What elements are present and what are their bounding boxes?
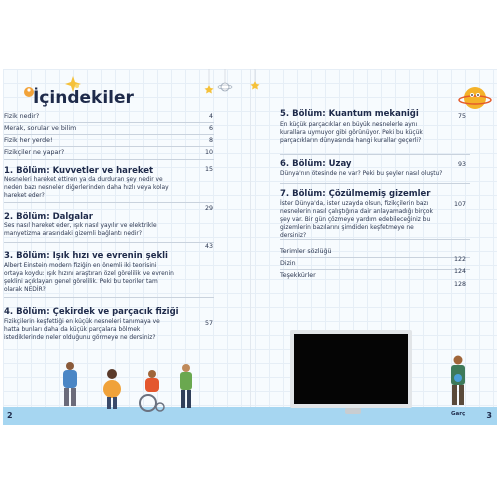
divider (4, 297, 214, 298)
divider (4, 146, 214, 147)
toc-entry-page: 10 (204, 149, 213, 156)
person-illustration (58, 360, 82, 410)
toc-entry-page: 6 (208, 125, 213, 132)
wheelchair-person-illustration (136, 369, 168, 413)
divider (4, 159, 214, 160)
chapter-page: 15 (204, 166, 213, 173)
chapter-heading: 2. Bölüm: Dalgalar (4, 212, 93, 222)
divider (280, 154, 470, 155)
chapter-description: İster Dünya'da, ister uzayda olsun, fizikçilerin bazı nesnelerin nasıl çalıştığına dair anlayamadığı birçok şey var. Bir gün çözmeye yardım edebileceğiniz bu gizemlerin bazılarını şimdiden keşfetmeye ne dersiniz? (280, 201, 433, 239)
toc-entry-label: Merak, sorular ve bilim (4, 125, 77, 132)
divider (280, 239, 470, 240)
chapter-heading: 6. Bölüm: Uzay (280, 159, 352, 169)
toc-entry-label: Fizikçiler ne yapar? (4, 149, 65, 156)
person-illustration (176, 363, 196, 411)
chapter-page: 57 (204, 320, 213, 327)
divider (4, 242, 214, 243)
back-matter-label: Terimler sözlüğü (280, 248, 332, 255)
hanging-stars-icon (203, 69, 283, 99)
book-spread (3, 69, 497, 425)
chapter-page: 107 (453, 201, 466, 208)
scientist-illustration (444, 354, 472, 410)
chapter-page: 93 (457, 161, 466, 168)
monitor-screen (294, 334, 408, 404)
divider (280, 269, 470, 270)
back-matter-label: Dizin (280, 260, 296, 267)
chapter-page: 43 (204, 243, 213, 250)
chapter-heading: 5. Bölüm: Kuantum mekaniği (280, 109, 419, 119)
chapter-description: Albert Einstein modern fiziğin en önemli iki teorisini ortaya koydu: ışık hızını araştıran özel görelilik ve evrenin şeklini açıklayan genel görelilik. Peki bu teoriler tam olarak NEDİR? (4, 263, 174, 293)
chapter-page: 75 (457, 113, 466, 120)
chapter-description: Fizikçilerin keşfettiği en küçük nesneleri tanımaya ve hatta bunları daha da küçük parçalara bölmek istediklerinde neler olduğunu görmeye ne dersiniz? (4, 319, 160, 341)
divider (280, 257, 470, 258)
page-number-left: 2 (7, 411, 13, 420)
back-matter-page: 124 (453, 268, 466, 275)
monitor-frame (290, 330, 412, 408)
back-matter-label: Teşekkürler (280, 272, 316, 279)
page-gutter (250, 69, 251, 425)
toc-entry-page: 8 (208, 137, 213, 144)
toc-entry-page: 4 (208, 113, 213, 120)
page-number-right: 3 (486, 411, 492, 420)
divider (4, 122, 214, 123)
chapter-description: En küçük parçacıklar en büyük nesnelerle aynı kurallara uymuyor gibi görünüyor. Peki bu küçük parçacıkların dünyasında hangi kurallar geçerli? (280, 122, 423, 144)
page-title: İçindekiler (33, 88, 134, 108)
chapter-description: Ses nasıl hareket eder, ışık nasıl yayılır ve elektrikle manyetizma arasındaki gizemli bağlantı nedir? (4, 223, 157, 237)
chapter-description: Dünya'nın ötesinde ne var? Peki bu şeyler nasıl oluştu? (280, 171, 443, 177)
person-illustration (98, 367, 126, 411)
chapter-heading: 1. Bölüm: Kuvvetler ve hareket (4, 166, 154, 176)
back-matter-page: 122 (453, 256, 466, 263)
monitor-stand (345, 408, 361, 414)
toc-entry-label: Fizik nedir? (4, 113, 40, 120)
chapter-heading: 4. Bölüm: Çekirdek ve parçacık fiziği (4, 307, 179, 317)
chapter-heading: 7. Bölüm: Çözülmemiş gizemler (280, 189, 431, 199)
divider (280, 183, 470, 184)
divider (4, 134, 214, 135)
back-matter-page: 128 (453, 281, 466, 288)
chapter-page: 29 (204, 205, 213, 212)
speech-tag: Garç (451, 411, 466, 417)
planet-character-icon (457, 80, 493, 116)
chapter-description: Nesneleri hareket ettiren ya da durduran şey nedir ve neden bazı nesneler diğerlerinden daha hızlı veya kolay hareket eder? (4, 177, 169, 199)
chapter-heading: 3. Bölüm: Işık hızı ve evrenin şekli (4, 251, 168, 261)
divider (4, 202, 214, 203)
toc-entry-label: Fizik her yerde! (4, 137, 53, 144)
